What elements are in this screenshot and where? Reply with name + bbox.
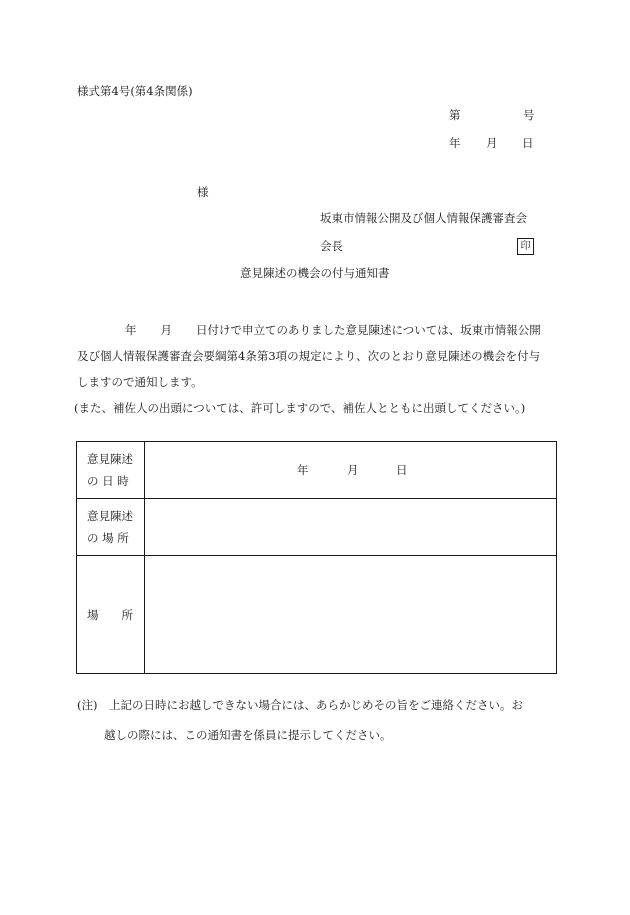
label-line: 意見陳述 <box>87 452 133 466</box>
seal-mark: 印 <box>517 238 534 255</box>
table-year-label: 年 <box>297 463 309 477</box>
table-row-venue <box>77 499 557 556</box>
body-line-1-text: 日付けで申立てのありました意見陳述については、坂東市情報公開 <box>196 323 541 337</box>
form-number: 様式第4号(第4条関係) <box>77 84 193 98</box>
document-title: 意見陳述の機会の付与通知書 <box>240 266 390 280</box>
sender-organization: 坂東市情報公開及び個人情報保護審査会 <box>320 211 527 225</box>
body-line-2: 及び個人情報保護審査会要綱第4条第3項の規定により、次のとおり意見陳述の機会を付与 <box>77 349 541 363</box>
note-line-1: (注) 上記の日時にお越しできない場合には、あらかじめその旨をご連絡ください。お <box>77 698 523 712</box>
value-hearing-datetime[interactable] <box>145 442 557 499</box>
document-number-prefix: 第 <box>449 108 461 122</box>
hearing-details-table <box>76 441 557 674</box>
label-location <box>77 556 145 674</box>
addressee-honorific: 様 <box>197 185 209 199</box>
note-line-2: 越しの際には、この通知書を係員に提示してください。 <box>104 728 392 742</box>
body-year-label: 年 <box>125 323 137 337</box>
body-paragraph <box>74 317 559 421</box>
label-line: 意見陳述 <box>87 509 133 523</box>
value-location[interactable] <box>145 556 557 674</box>
label-hearing-datetime <box>77 442 145 499</box>
value-hearing-venue[interactable] <box>145 499 557 556</box>
sender-title: 会長 <box>320 239 343 253</box>
label-line: の 日 時 <box>87 474 129 488</box>
table-day-label: 日 <box>396 463 408 477</box>
date-day-label: 日 <box>522 136 534 150</box>
table-row-location <box>77 556 557 674</box>
date-month-label: 月 <box>486 136 498 150</box>
document-number-suffix: 号 <box>523 108 535 122</box>
body-line-3: しますので通知します。 <box>77 375 203 389</box>
label-hearing-venue <box>77 499 145 556</box>
table-month-label: 月 <box>347 463 359 477</box>
table-row-datetime <box>77 442 557 499</box>
body-month-label: 月 <box>160 323 172 337</box>
body-line-4: (また、補佐人の出頭については、許可しますので、補佐人とともに出頭してください。) <box>74 401 526 415</box>
label-line: 場 所 <box>87 607 133 622</box>
body-line-1 <box>77 317 559 343</box>
label-line: の 場 所 <box>87 531 129 545</box>
date-year-label: 年 <box>449 136 461 150</box>
